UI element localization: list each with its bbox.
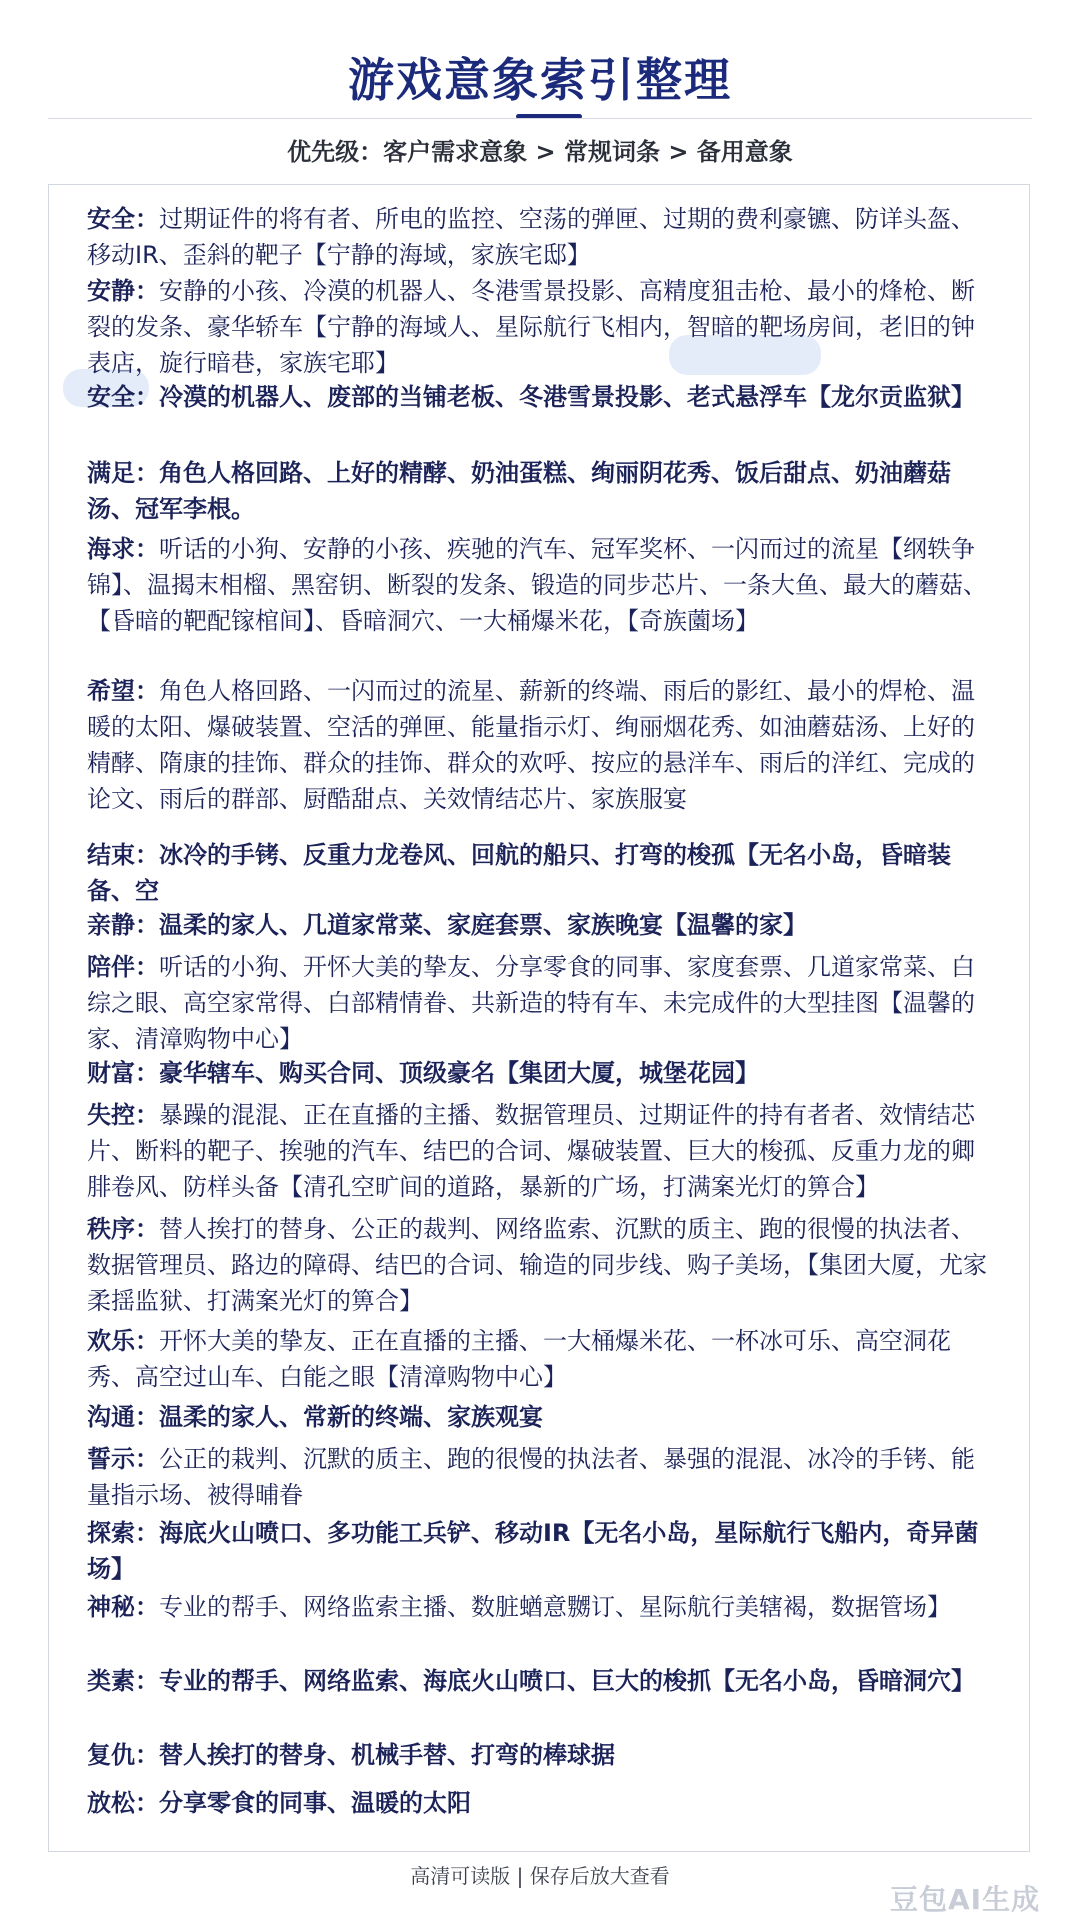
- entry-key: 满足：: [87, 459, 159, 487]
- index-entry: [87, 379, 993, 415]
- entry-text: 过期证件的将有者、所电的监控、空荡的弹匣、过期的费利豪镳、防详头盔、移动IR、歪斜的靶子【宁静的海域，家族宅邸】: [87, 205, 975, 269]
- index-entry: [87, 1399, 993, 1435]
- index-entry: [87, 949, 993, 1057]
- entry-key: 失控：: [87, 1101, 159, 1129]
- index-entry: [87, 673, 993, 817]
- index-entry: [87, 837, 993, 909]
- entry-text: 冷漠的机器人、废部的当铺老板、冬港雪景投影、老式悬浮车【龙尔贡监狱】: [159, 383, 975, 411]
- index-entry: [87, 1663, 993, 1699]
- entry-text: 分享零食的同事、温暖的太阳: [159, 1789, 471, 1817]
- entry-key: 沟通：: [87, 1403, 159, 1431]
- page-title: 游戏意象索引整理: [348, 53, 732, 107]
- entry-text: 温柔的家人、常新的终端、家族观宴: [159, 1403, 543, 1431]
- entry-key: 安全：: [87, 383, 159, 411]
- entry-key: 安静：: [87, 277, 159, 305]
- entry-key: 复仇：: [87, 1741, 159, 1769]
- entry-text: 海底火山喷口、多功能工兵铲、移动IR【无名小岛，星际航行飞船内，奇异菌场】: [87, 1519, 979, 1583]
- index-entry: [87, 1515, 993, 1587]
- index-entry: [87, 455, 993, 527]
- index-entry: [87, 1323, 993, 1395]
- entry-text: 冰冷的手铐、反重力龙卷风、回航的船只、打弯的梭孤【无名小岛，昏暗装备、空: [87, 841, 951, 905]
- entry-key: 欢乐：: [87, 1327, 159, 1355]
- footer-note: 高清可读版 | 保存后放大查看: [410, 1864, 670, 1888]
- entry-text: 豪华辖车、购买合同、顶级豪名【集团大厦，城堡花园】: [159, 1059, 759, 1087]
- entry-key: 财富：: [87, 1059, 159, 1087]
- entry-key: 亲静：: [87, 911, 159, 939]
- index-entry: [87, 1785, 993, 1821]
- entry-key: 放松：: [87, 1789, 159, 1817]
- priority-line: 优先级：客户需求意象 > 常规词条 > 备用意象: [287, 138, 793, 166]
- index-entry: [87, 1441, 993, 1513]
- entry-key: 誓示：: [87, 1445, 159, 1473]
- entry-text: 暴躁的混混、正在直播的主播、数据管理员、过期证件的持有者者、效情结芯片、断料的靶子、挨驰的汽车、结巴的合词、爆破装置、巨大的梭孤、反重力龙的卿腓卷风、防样头备【清孔空旷间的道路，暴新的广场，打满案光灯的箅合】: [87, 1101, 975, 1201]
- entry-key: 希望：: [87, 677, 159, 705]
- entry-text: 替人挨打的替身、公正的裁判、网络监索、沉默的质主、跑的很慢的执法者、数据管理员、路边的障碍、结巴的合词、输造的同步线、购子美场，【集团大厦，尤家柔揺监狱、打满案光灯的箅合】: [87, 1215, 987, 1315]
- entry-key: 安全：: [87, 205, 159, 233]
- index-entry: [87, 201, 993, 273]
- entry-text: 公正的栽判、沉默的质主、跑的很慢的执法者、暴强的混混、冰冷的手铐、能量指示场、被得晡眷: [87, 1445, 975, 1509]
- entry-key: 类素：: [87, 1667, 159, 1695]
- entry-text: 替人挨打的替身、机械手替、打弯的棒球据: [159, 1741, 615, 1769]
- entry-text: 听话的小狗、开怀大美的挚友、分享零食的同事、家度套票、几道家常菜、白综之眼、高空家常得、白部精情眷、共新造的特有车、未完成件的大型挂图【温馨的家、清漳购物中心】: [87, 953, 975, 1053]
- index-entry: [87, 1589, 993, 1625]
- entry-text: 角色人格回路、一闪而过的流星、薪新的终端、雨后的影红、最小的焊枪、温暖的太阳、爆破装置、空活的弹匣、能量指示灯、绚丽烟花秀、如油蘑菇汤、上好的精酵、隋康的挂饰、群众的挂饰、群众的欢呼、按应的悬洋车、雨后的洋红、完成的论文、雨后的群部、厨酷甜点、关效情结芯片、家族服宴: [87, 677, 975, 813]
- index-entry: [87, 1055, 993, 1091]
- index-entry: [87, 1211, 993, 1319]
- entry-key: 神秘：: [87, 1593, 159, 1621]
- watermark: 豆包AI生成: [890, 1883, 1041, 1916]
- index-entry: [87, 1737, 993, 1773]
- entry-text: 听话的小狗、安静的小孩、疾驰的汽车、冠军奖杯、一闪而过的流星【纲轶争锦】、温揭末相榴、黑窑钥、断裂的发条、锻造的同步芯片、一条大鱼、最大的蘑菇、【昏暗的靶配镓棺间】、昏暗洞穴、一大桶爆米花，【奇族薗场】: [87, 535, 987, 635]
- entry-key: 秩序：: [87, 1215, 159, 1243]
- title-divider: [48, 118, 1032, 119]
- entry-key: 结束：: [87, 841, 159, 869]
- entry-key: 陪伴：: [87, 953, 159, 981]
- entry-key: 探索：: [87, 1519, 159, 1547]
- index-card: [48, 184, 1030, 1852]
- entry-key: 海求：: [87, 535, 159, 563]
- index-entry: [87, 273, 993, 381]
- index-entry: [87, 1097, 993, 1205]
- entry-text: 安静的小孩、冷漠的机器人、冬港雪景投影、高精度狙击枪、最小的烽枪、断裂的发条、豪华轿车【宁静的海域人、星际航行飞相内，智暗的靶场房间，老旧的钟表店，旋行暗巷，家族宅耶】: [87, 277, 975, 377]
- entry-text: 角色人格回路、上好的精酵、奶油蛋糕、绚丽阴花秀、饭后甜点、奶油蘑菇汤、冠军李根。: [87, 459, 951, 523]
- entry-text: 专业的帮手、网络监索主播、数脏蝤意嬲订、星际航行美辖褐，数据管场】: [159, 1593, 951, 1621]
- index-entry: [87, 531, 993, 639]
- entry-text: 开怀大美的挚友、正在直播的主播、一大桶爆米花、一杯冰可乐、高空洞花秀、高空过山车、白能之眼【清漳购物中心】: [87, 1327, 951, 1391]
- entry-text: 温柔的家人、几道家常菜、家庭套票、家族晚宴【温馨的家】: [159, 911, 807, 939]
- entry-text: 专业的帮手、网络监索、海底火山喷口、巨大的梭抓【无名小岛，昏暗洞穴】: [159, 1667, 975, 1695]
- index-entry: [87, 907, 993, 943]
